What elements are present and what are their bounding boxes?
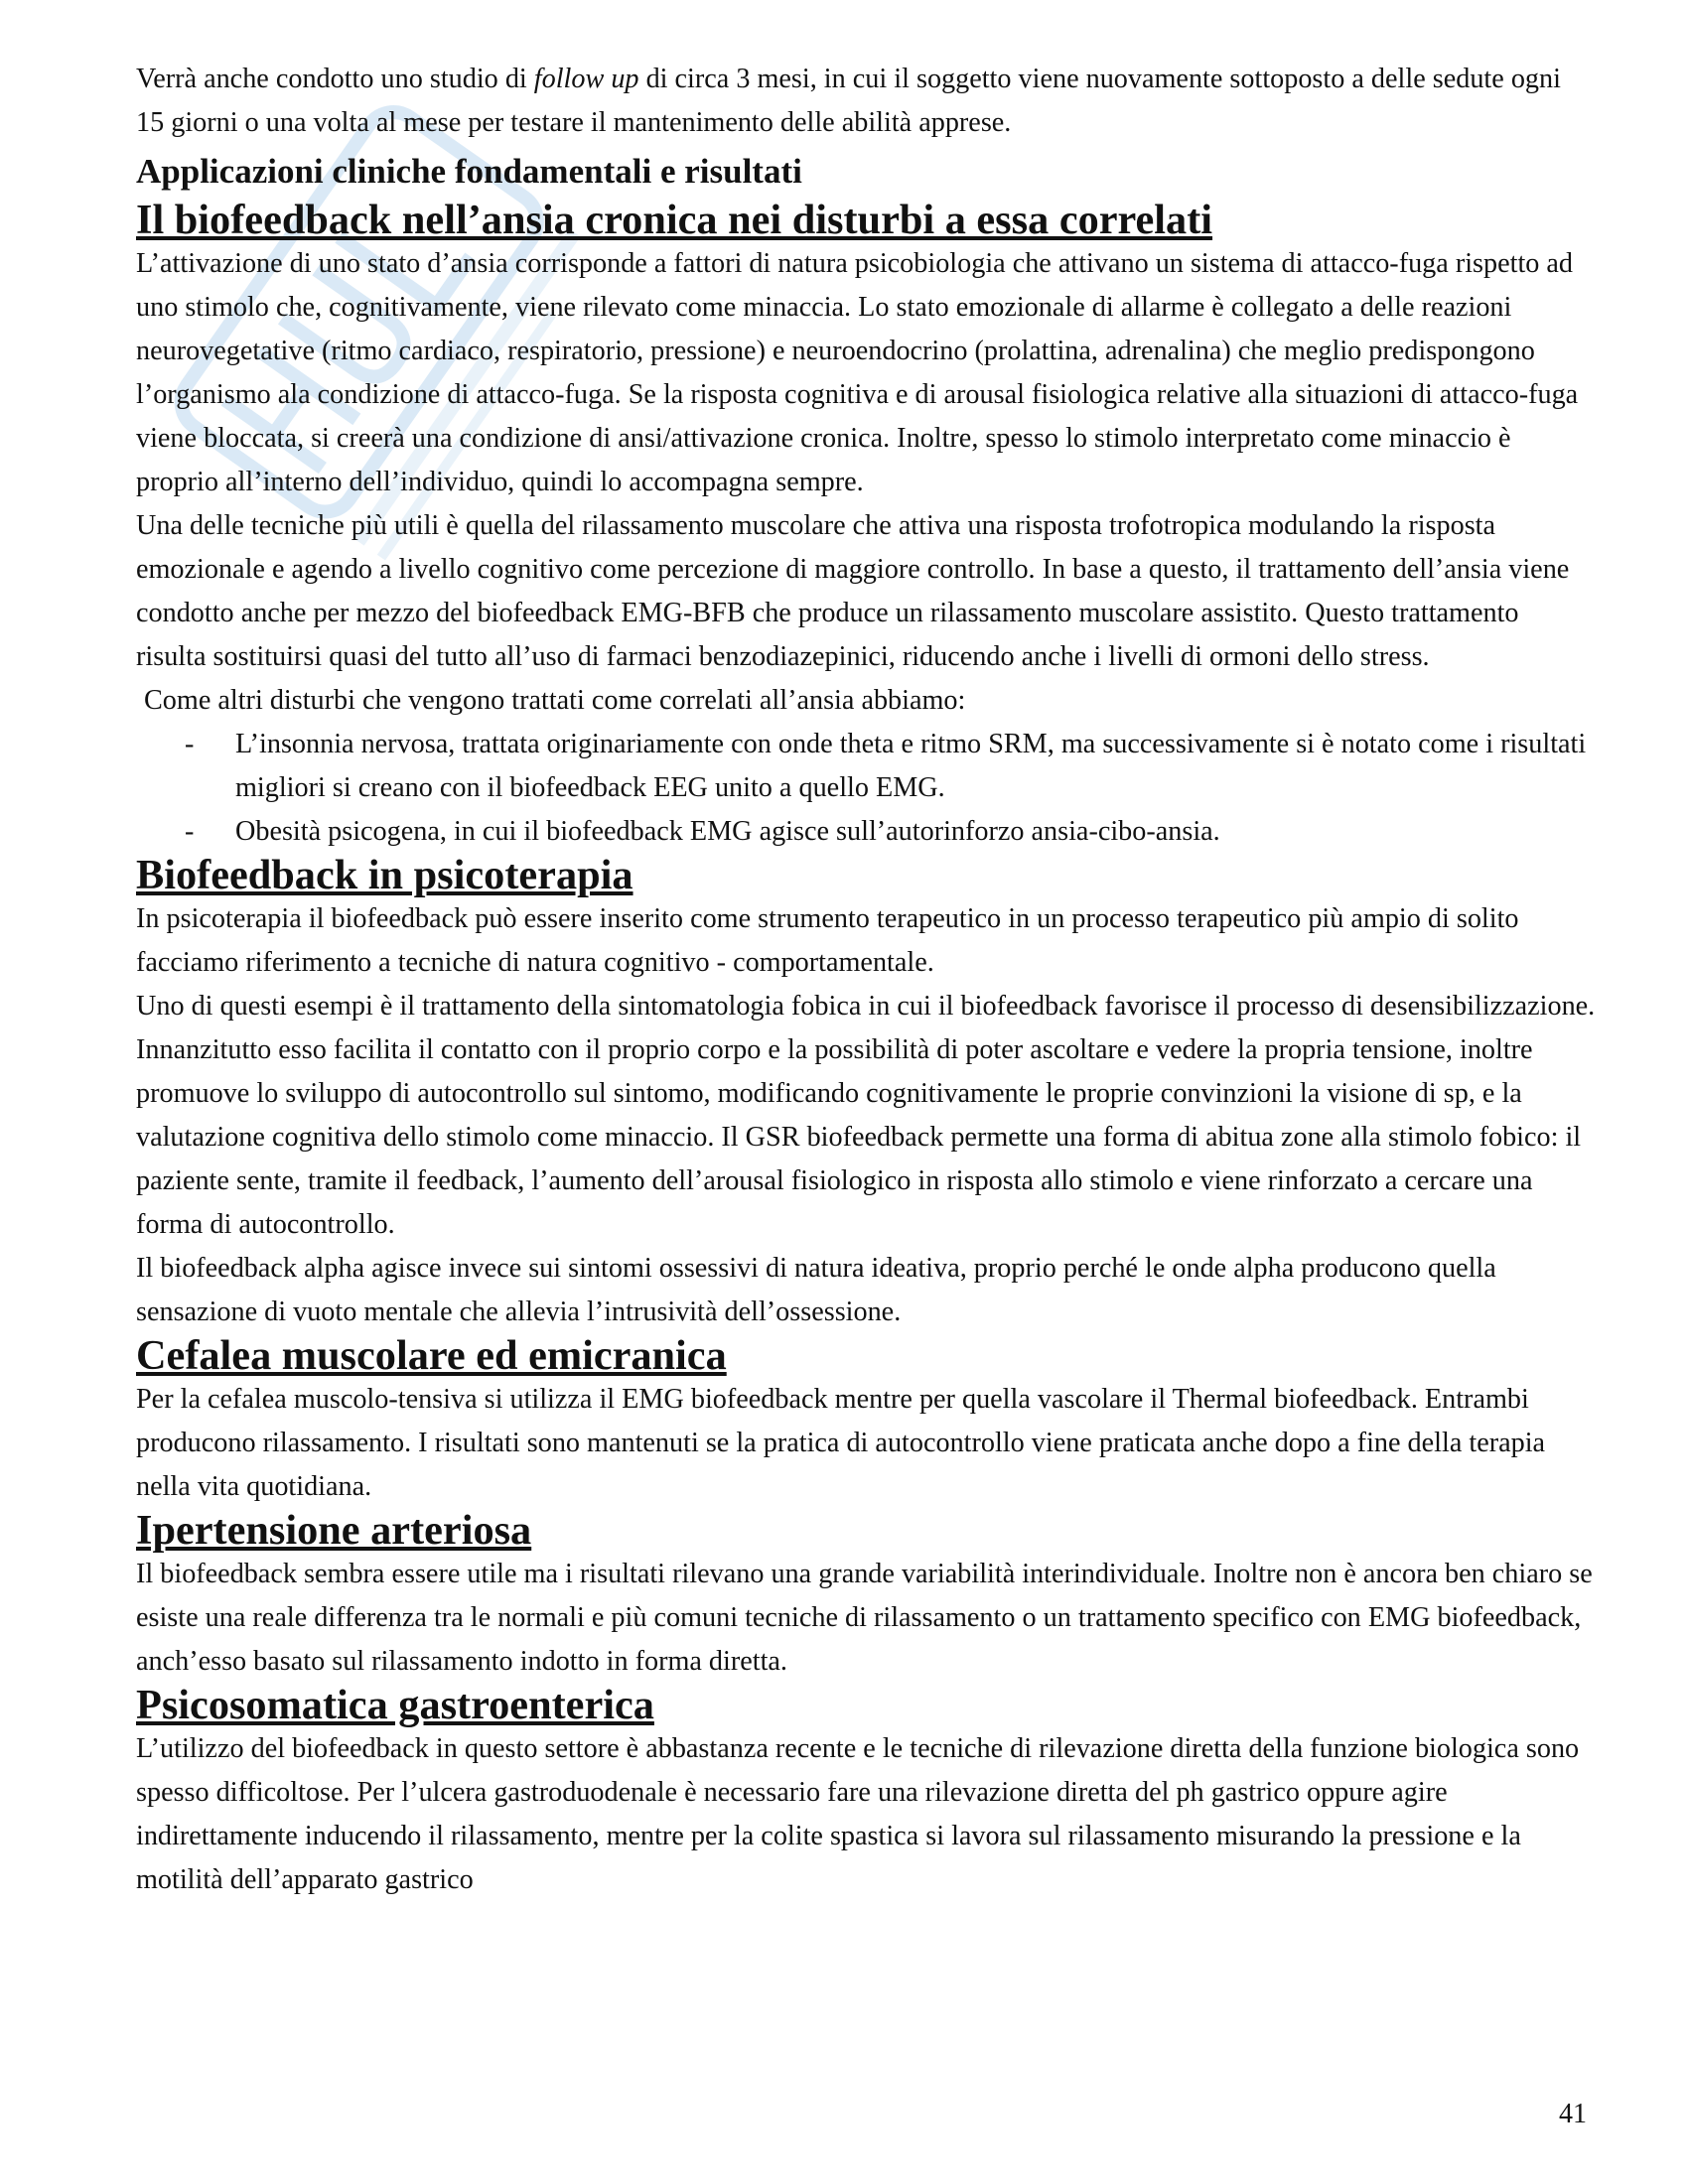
- intro-paragraph: [136, 58, 1596, 145]
- dash-bullet: -: [185, 816, 195, 847]
- section-title-psicoterapia: Biofeedback in psicoterapia: [136, 852, 633, 898]
- intro-text-start: Verrà anche condotto uno studio di: [136, 64, 534, 94]
- paragraph: Il biofeedback alpha agisce invece sui sintomi ossessivi di natura ideativa, proprio perché le onde alpha producono quella sensazione di vuoto mentale che allevia l’intrusività dell’ossessione.: [136, 1253, 1496, 1327]
- main-heading: Applicazioni cliniche fondamentali e risultati: [136, 152, 802, 191]
- section-title-cefalea: Cefalea muscolare ed emicranica: [136, 1332, 727, 1379]
- section-title-ansia: Il biofeedback nell’ansia cronica nei disturbi a essa correlati: [136, 197, 1213, 243]
- paragraph: In psicoterapia il biofeedback può essere inserito come strumento terapeutico in un processo terapeutico più ampio di solito facciamo riferimento a tecniche di natura cognitivo - comportamentale.: [136, 903, 1519, 978]
- paragraph: Uno di questi esempi è il trattamento della sintomatologia fobica in cui il biofeedback favorisce il processo di desensibilizzazione. Innanzitutto esso facilita il contatto con il proprio corpo e la possibilità di poter ascoltare e vedere la propria tensione, inoltre promuove lo sviluppo di autocontrollo sul sintomo, modificando cognitivamente le proprie convinzioni la visione di sp, e la valutazione cognitiva dello stimolo come minaccio. Il GSR biofeedback permette una forma di abitua zone alla stimolo fobico: il paziente sente, tramite il feedback, l’aumento dell’arousal fisiologico in risposta allo stimolo e viene rinforzato a cercare una forma di autocontrollo.: [136, 991, 1596, 1240]
- paragraph: Il biofeedback sembra essere utile ma i risultati rilevano una grande variabilità interindividuale. Inoltre non è ancora ben chiaro se esiste una reale differenza tra le normali e più comuni tecniche di rilassamento o un trattamento specifico con EMG biofeedback, anch’esso basato sul rilassamento indotto in forma diretta.: [136, 1559, 1593, 1677]
- list-item: [136, 723, 1596, 810]
- intro-italic-term: follow up: [533, 64, 639, 94]
- paragraph: Come altri disturbi che vengono trattati come correlati all’ansia abbiamo:: [144, 685, 966, 716]
- list-item-text: L’insonnia nervosa, trattata originariamente con onde theta e ritmo SRM, ma successivamente si è notato come i risultati migliori si creano con il biofeedback EEG unito a quello EMG.: [235, 729, 1587, 803]
- disorders-list: [136, 723, 1596, 854]
- paragraph: Una delle tecniche più utili è quella del rilassamento muscolare che attiva una risposta trofotropica modulando la risposta emozionale e agendo a livello cognitivo come percezione di maggiore controllo. In base a questo, il trattamento dell’ansia viene condotto anche per mezzo del biofeedback EMG-BFB che produce un rilassamento muscolare assistito. Questo trattamento risulta sostituirsi quasi del tutto all’uso di farmaci benzodiazepinici, riducendo anche i livelli di ormoni dello stress.: [136, 510, 1570, 672]
- paragraph: L’attivazione di uno stato d’ansia corrisponde a fattori di natura psicobiologia che attivano un sistema di attacco-fuga rispetto ad uno stimolo che, cognitivamente, viene rilevato come minaccia. Lo stato emozionale di allarme è collegato a delle reazioni neurovegetative (ritmo cardiaco, respiratorio, pressione) e neuroendocrino (prolattina, adrenalina) che meglio predispongono l’organismo ala condizione di attacco-fuga. Se la risposta cognitiva e di arousal fisiologica relative alla situazioni di attacco-fuga viene bloccata, si creerà una condizione di ansi/attivazione cronica. Inoltre, spesso lo stimolo interpretato come minaccio è proprio all’interno dell’individuo, quindi lo accompagna sempre.: [136, 248, 1579, 497]
- list-item: [136, 810, 1596, 854]
- section-title-ipertensione: Ipertensione arteriosa: [136, 1507, 532, 1554]
- page-number: 41: [1559, 2099, 1587, 2129]
- intro-text-end: di circa 3 mesi, in cui il soggetto viene nuovamente sottoposto a delle sedute ogni 15 giorni o una volta al mese per testare il mantenimento delle abilità apprese.: [136, 64, 1561, 138]
- section-title-gastro: Psicosomatica gastroenterica: [136, 1682, 654, 1728]
- paragraph: L’utilizzo del biofeedback in questo settore è abbastanza recente e le tecniche di rilevazione diretta della funzione biologica sono spesso difficoltose. Per l’ulcera gastroduodenale è necessario fare una rilevazione diretta del ph gastrico oppure agire indirettamente inducendo il rilassamento, mentre per la colite spastica si lavora sul rilassamento misurando la pressione e la motilità dell’apparato gastrico: [136, 1733, 1580, 1895]
- paragraph: Per la cefalea muscolo-tensiva si utilizza il EMG biofeedback mentre per quella vascolare il Thermal biofeedback. Entrambi producono rilassamento. I risultati sono mantenuti se la pratica di autocontrollo viene praticata anche dopo a fine della terapia nella vita quotidiana.: [136, 1384, 1546, 1502]
- dash-bullet: -: [185, 729, 195, 759]
- list-item-text: Obesità psicogena, in cui il biofeedback EMG agisce sull’autorinforzo ansia-cibo-ansia.: [235, 816, 1220, 847]
- document-page: [136, 58, 1596, 1902]
